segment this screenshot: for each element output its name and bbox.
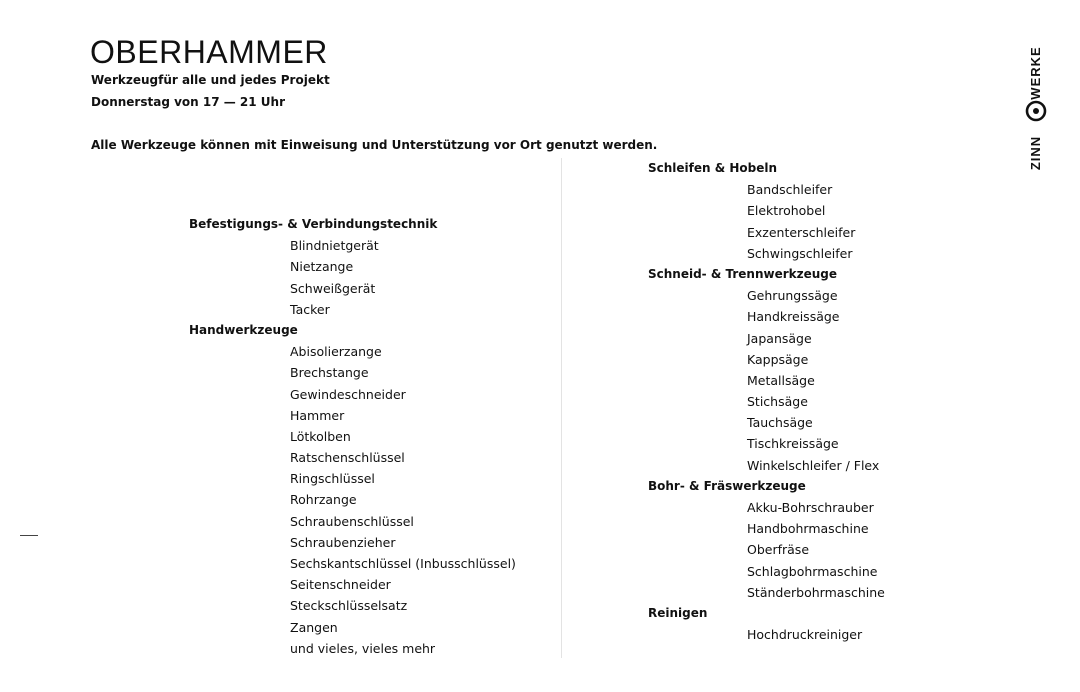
logo-text-werke: WERKE xyxy=(1028,46,1043,100)
logo-text-zinn: ZINN xyxy=(1028,135,1043,171)
tool-item: Schraubenzieher xyxy=(290,534,396,550)
tool-item: Schraubenschlüssel xyxy=(290,513,414,529)
tool-list xyxy=(0,624,885,645)
tool-item: Steckschlüsselsatz xyxy=(290,598,408,614)
tool-item: Seitenschneider xyxy=(290,577,391,593)
tool-item: Ringschlüssel xyxy=(290,471,375,487)
tool-item: Bandschleifer xyxy=(747,182,833,198)
category-section xyxy=(0,603,885,645)
tool-item: Metallsäge xyxy=(747,372,815,388)
category-section xyxy=(0,158,885,264)
tool-item: Blindnietgerät xyxy=(290,238,379,254)
tool-item: Schwingschleifer xyxy=(747,245,853,261)
tool-item: Elektrohobel xyxy=(747,203,826,219)
tool-item: und vieles, vieles mehr xyxy=(290,640,436,656)
category-section xyxy=(0,264,885,476)
category-title: Schneid- & Trennwerkzeuge xyxy=(648,266,838,281)
tool-item: Tacker xyxy=(290,301,330,317)
tool-item: Lötkolben xyxy=(290,428,351,444)
tool-item: Handbohrmaschine xyxy=(747,521,869,537)
tool-item: Hochdruckreiniger xyxy=(747,627,863,643)
category-title: Reinigen xyxy=(648,605,708,620)
tool-item: Oberfräse xyxy=(747,542,810,558)
tool-item: Rohrzange xyxy=(290,492,357,508)
tool-item: Gehrungssäge xyxy=(747,288,838,304)
intro-text: Alle Werkzeuge können mit Einweisung und Unterstützung vor Ort genutzt werden. xyxy=(91,138,658,152)
tool-item: Ständerbohrmaschine xyxy=(747,584,885,600)
page-title: OBERHAMMER xyxy=(90,34,328,70)
tool-list xyxy=(0,179,885,264)
category-title: Handwerkzeuge xyxy=(189,322,298,337)
tool-item: Akku-Bohrschrauber xyxy=(747,500,874,515)
tool-item: Kappsäge xyxy=(747,351,809,367)
tool-item: Stichsäge xyxy=(747,394,808,410)
tool-item: Ratschenschlüssel xyxy=(290,450,405,466)
tool-item: Abisolierzange xyxy=(290,344,382,360)
tool-list xyxy=(0,497,885,603)
tool-item: Brechstange xyxy=(290,365,369,381)
tool-item: Gewindeschneider xyxy=(290,386,406,402)
tool-item: Nietzange xyxy=(290,259,354,275)
tool-item: Schlagbohrmaschine xyxy=(747,563,878,579)
tool-item: Winkelschleifer / Flex xyxy=(747,457,880,473)
category-title: Bohr- & Fräswerkzeuge xyxy=(648,478,806,493)
category-section xyxy=(0,476,885,603)
tool-item: Tauchsäge xyxy=(747,415,813,431)
tool-item: Exzenterschleifer xyxy=(747,224,856,240)
category-title: Befestigungs- & Verbindungstechnik xyxy=(189,217,438,231)
tool-item: Japansäge xyxy=(747,330,812,346)
tool-item: Zangen xyxy=(290,619,338,635)
right-tool-column xyxy=(0,158,885,645)
tool-list xyxy=(0,285,885,476)
page-subtitle: Werkzeugfür alle und jedes Projekt xyxy=(91,73,330,87)
category-title: Schleifen & Hobeln xyxy=(648,161,778,175)
tool-item: Handkreissäge xyxy=(747,309,840,325)
target-circle-icon xyxy=(1025,100,1047,122)
opening-hours: Donnerstag von 17 — 21 Uhr xyxy=(91,95,286,109)
tool-item: Tischkreissäge xyxy=(747,436,839,452)
tool-item: Sechskantschlüssel (Inbusschlüssel) xyxy=(290,556,516,571)
tool-item: Hammer xyxy=(290,407,345,423)
zinnwerke-logo xyxy=(1012,18,1060,178)
tool-item: Schweißgerät xyxy=(290,280,376,296)
